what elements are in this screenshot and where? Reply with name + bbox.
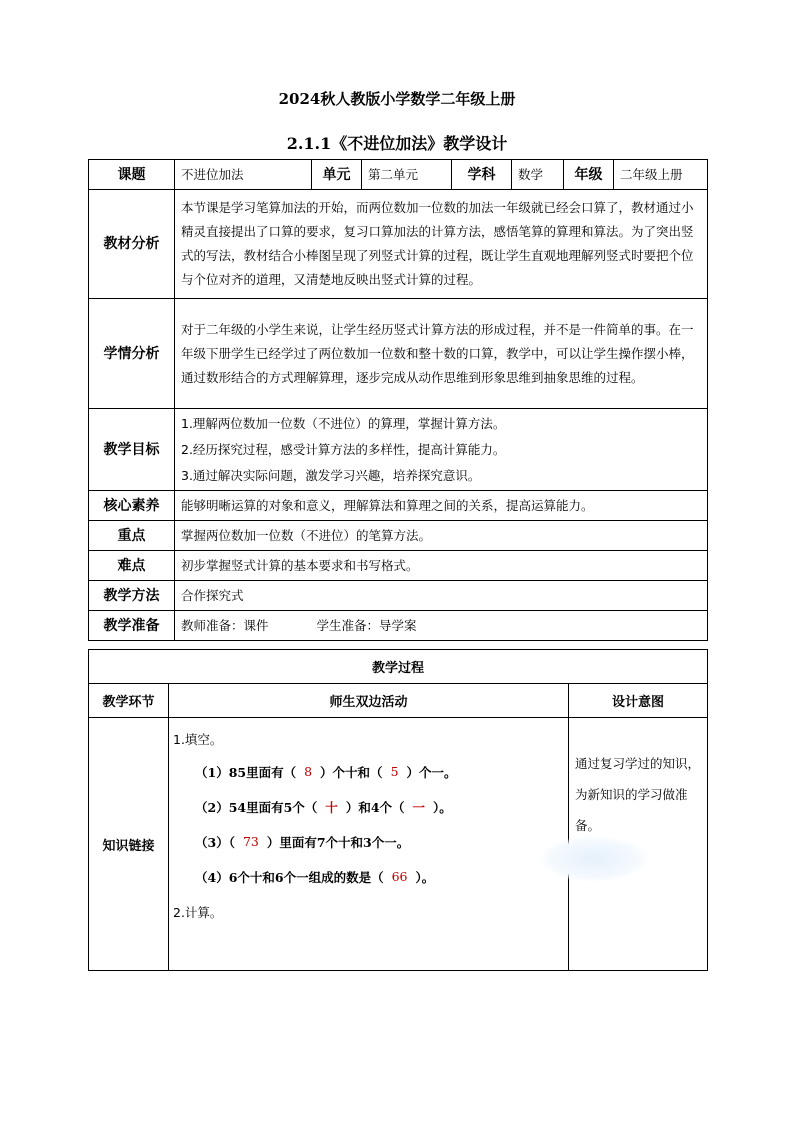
fill-blank-heading: 1.填空。	[173, 732, 223, 747]
info-row-label: 核心素养	[89, 491, 175, 521]
question-text: ）和4个（	[345, 799, 405, 815]
student-preparation: 学生准备：导学案	[316, 617, 417, 633]
topic-value: 不进位加法	[175, 160, 312, 190]
unit-value: 第二单元	[362, 160, 452, 190]
info-row	[89, 409, 708, 491]
objective-item: 3.通过解决实际问题，激发学习兴趣，培养探究意识。	[181, 467, 481, 483]
process-row	[89, 718, 708, 971]
info-row	[89, 581, 708, 611]
question-text: ）个一。	[406, 764, 457, 780]
question-1	[173, 754, 562, 789]
info-row	[89, 299, 708, 409]
question-text: （4）6个十和6个一组成的数是（	[195, 869, 384, 885]
calculation-heading: 2.计算。	[173, 904, 223, 920]
info-row	[89, 551, 708, 581]
answer-value: 8	[304, 764, 313, 779]
objective-item: 2.经历探究过程，感受计算方法的多样性，提高计算能力。	[181, 441, 506, 457]
info-row-label: 教学目标	[89, 409, 175, 491]
answer-value: 66	[391, 869, 408, 884]
subject-value: 数学	[512, 160, 564, 190]
question-text: ）。	[433, 799, 452, 815]
info-row-label: 难点	[89, 551, 175, 581]
activity-cell	[169, 718, 569, 971]
answer-value: 5	[390, 764, 399, 779]
info-row-label: 教学方法	[89, 581, 175, 611]
info-row-label: 学情分析	[89, 299, 175, 409]
info-row	[89, 521, 708, 551]
info-row	[89, 190, 708, 299]
question-text: ）里面有7个十和3个一。	[266, 834, 410, 850]
grade-value: 二年级上册	[614, 160, 708, 190]
watermark-blot	[539, 836, 649, 882]
info-row-label: 教材分析	[89, 190, 175, 299]
process-header-row	[89, 684, 708, 718]
preparation-text	[175, 611, 708, 641]
intent-column-header: 设计意图	[569, 684, 708, 718]
answer-value: 一	[412, 799, 426, 815]
topic-label: 课题	[89, 160, 175, 190]
unit-label: 单元	[312, 160, 362, 190]
topic-row	[89, 160, 708, 190]
answer-value: 十	[325, 799, 338, 815]
answer-value: 73	[242, 834, 259, 849]
key-point-text: 掌握两位数加一位数（不进位）的笔算方法。	[175, 521, 708, 551]
process-title: 教学过程	[89, 650, 708, 684]
stage-name: 知识链接	[89, 718, 169, 971]
info-row	[89, 611, 708, 641]
question-text: （1）85里面有（	[195, 764, 297, 780]
process-title-row	[89, 650, 708, 684]
stage-column-header: 教学环节	[89, 684, 169, 718]
core-literacy-text: 能够明晰运算的对象和意义，理解算法和算理之间的关系，提高运算能力。	[175, 491, 708, 521]
subject-label: 学科	[452, 160, 512, 190]
info-row-label: 重点	[89, 521, 175, 551]
grade-label: 年级	[564, 160, 614, 190]
question-4	[173, 859, 562, 894]
question-3	[173, 824, 562, 859]
activity-column-header: 师生双边活动	[169, 684, 569, 718]
info-row-label: 教学准备	[89, 611, 175, 641]
info-row	[89, 491, 708, 521]
difficulty-text: 初步掌握竖式计算的基本要求和书写格式。	[175, 551, 708, 581]
question-text: ）个十和（	[320, 764, 383, 780]
objectives-list	[175, 409, 708, 491]
learner-analysis-text: 对于二年级的小学生来说，让学生经历竖式计算方法的形成过程，并不是一件简单的事。在一年级下册学生已经学过了两位数加一位数和整十数的口算，教学中，可以让学生操作摆小棒，通过数形结合的方式理解算理，逐步完成从动作思维到形象思维到抽象思维的过程。	[175, 299, 708, 409]
question-text: （3）（	[195, 834, 235, 850]
textbook-analysis-text: 本节课是学习笔算加法的开始，而两位数加一位数的加法一年级就已经会口算了，教材通过小精灵直接提出了口算的要求，复习口算加法的计算方法，感悟笔算的算理和算法。为了突出竖式的写法，教材结合小棒图呈现了列竖式计算的过程，既让学生直观地理解列竖式时要把个位与个位对齐的道理，又清楚地反映出竖式计算的过程。	[175, 190, 708, 299]
process-table	[88, 649, 708, 971]
question-text: （2）54里面有5个（	[195, 799, 318, 815]
info-table	[88, 159, 708, 641]
question-2	[173, 789, 562, 824]
question-text: ）。	[415, 869, 435, 885]
document-subtitle: 2.1.1《不进位加法》教学设计	[286, 134, 508, 153]
document-title: 2024秋人教版小学数学二年级上册	[278, 90, 516, 108]
teacher-preparation: 教师准备：课件	[181, 617, 269, 633]
objective-item: 1.理解两位数加一位数（不进位）的算理，掌握计算方法。	[181, 415, 506, 431]
design-intent-text: 通过复习学过的知识，为新知识的学习做准备。	[569, 718, 708, 971]
method-text: 合作探究式	[175, 581, 708, 611]
